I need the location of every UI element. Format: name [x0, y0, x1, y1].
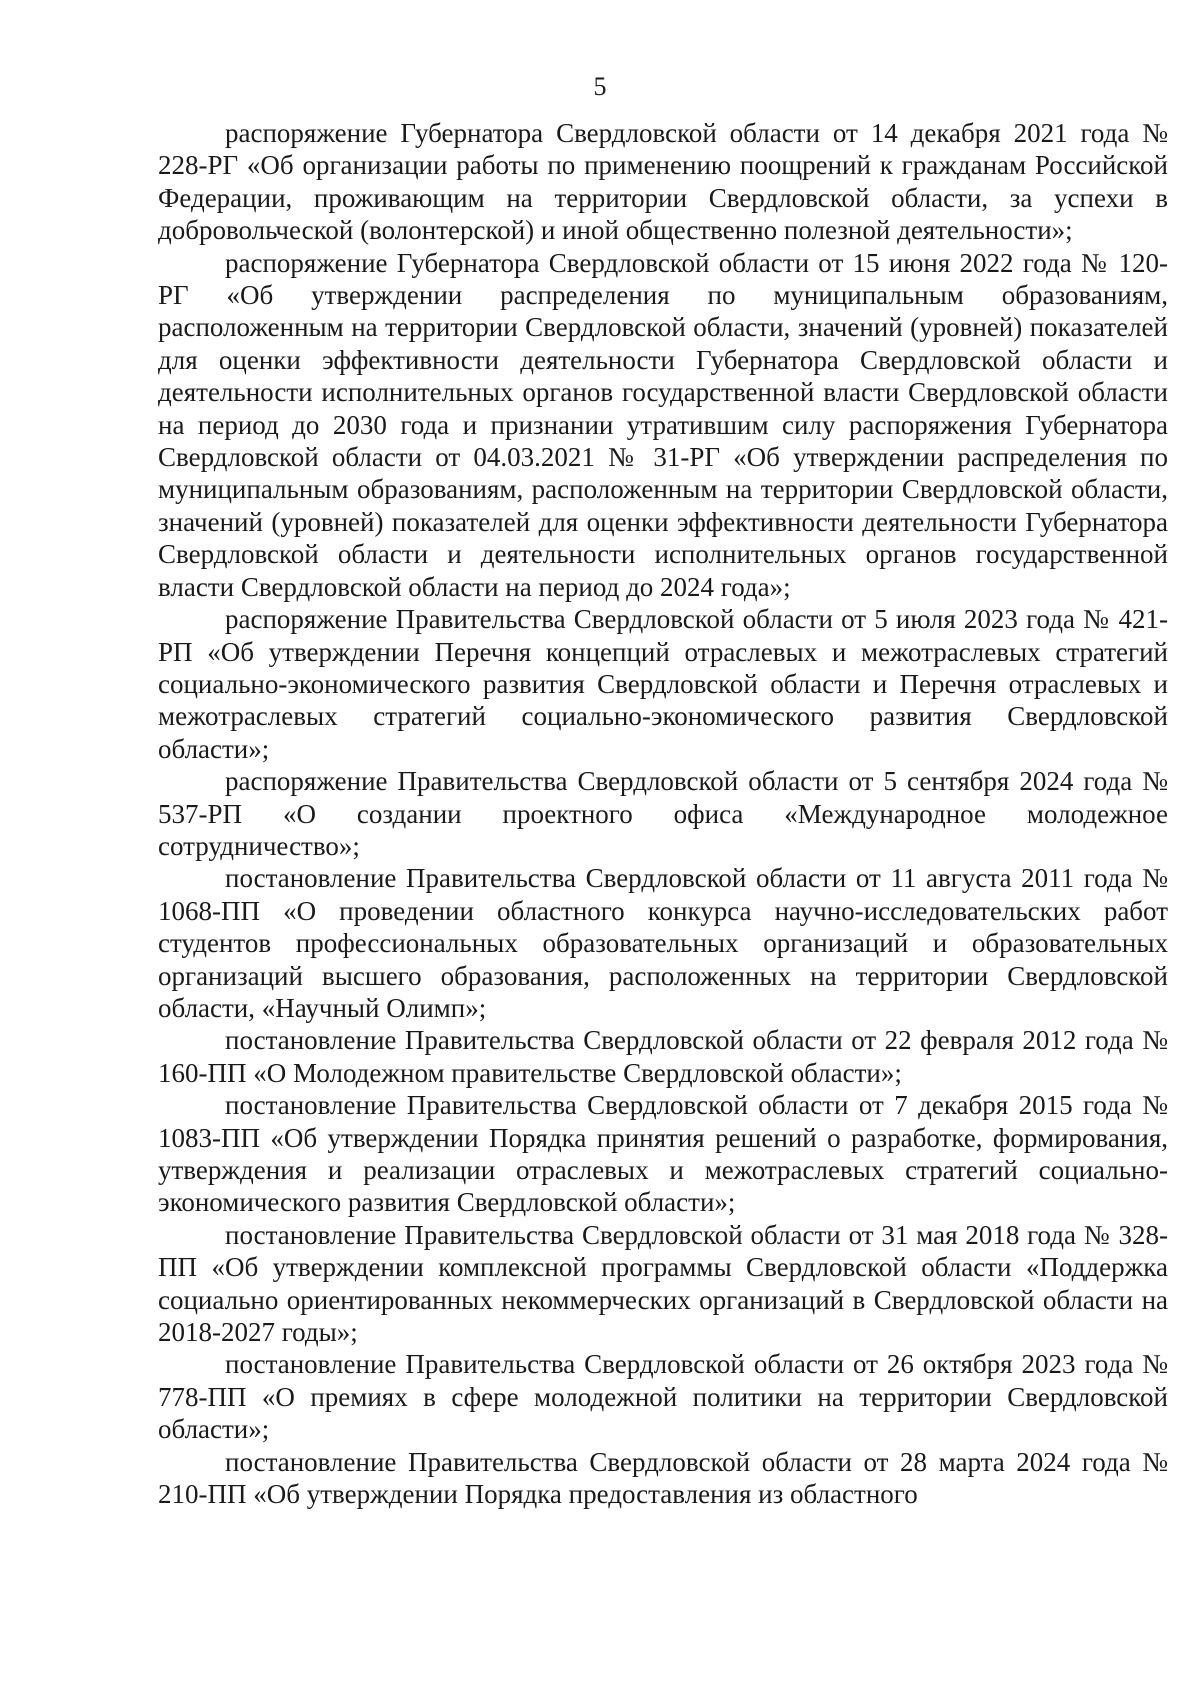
list-item: постановление Правительства Свердловской области от 11 августа 2011 года № 1068-ПП «О проведении областного конкурса научно-исследовательских работ студентов профессиональных образовательных организаций и образовательных организаций высшего образования, расположенных на территории Свердловской области, «Научный Олимп»;: [158, 863, 1168, 1023]
page-number: 5: [593, 72, 607, 101]
list-item: распоряжение Правительства Свердловской области от 5 июля 2023 года № 421-РП «Об утверждении Перечня концепций отраслевых и межотраслевых стратегий социально-экономического развития Свердловской области и Перечня отраслевых и межотраслевых стратегий социально-экономического развития Свердловской области»;: [158, 604, 1168, 764]
list-item: постановление Правительства Свердловской области от 26 октября 2023 года № 778-ПП «О премиях в сфере молодежной политики на территории Свердловской области»;: [158, 1349, 1168, 1445]
list-item: распоряжение Губернатора Свердловской области от 14 декабря 2021 года № 228-РГ «Об организации работы по применению поощрений к гражданам Российской Федерации, проживающим на территории Свердловской области, за успехи в добровольческой (волонтерской) и иной общественно полезной деятельности»;: [158, 118, 1168, 246]
list-item: постановление Правительства Свердловской области от 7 декабря 2015 года № 1083-ПП «Об утверждении Порядка принятия решений о разработке, формирования, утверждения и реализации отраслевых и межотраслевых стратегий социально-экономического развития Свердловской области»;: [158, 1090, 1168, 1218]
list-item: распоряжение Правительства Свердловской области от 5 сентября 2024 года № 537-РП «О создании проектного офиса «Международное молодежное сотрудничество»;: [158, 766, 1168, 861]
list-item: распоряжение Губернатора Свердловской области от 15 июня 2022 года № 120-РГ «Об утверждении распределения по муниципальным образованиям, расположенным на территории Свердловской области, значений (уровней) показателей для оценки эффективности деятельности Губернатора Свердловской области и деятельности исполнительных органов государственной власти Свердловской области на период до 2030 года и признании утратившим силу распоряжения Губернатора Свердловской области от 04.03.2021 № 31-РГ «Об утверждении распределения по муниципальным образованиям, расположенным на территории Свердловской области, значений (уровней) показателей для оценки эффективности деятельности Губернатора Свердловской области и деятельности исполнительных органов государственной власти Свердловской области на период до 2024 года»;: [158, 247, 1168, 602]
list-item: постановление Правительства Свердловской области от 28 марта 2024 года № 210-ПП «Об утверждении Порядка предоставления из областного: [158, 1446, 1168, 1510]
list-item: постановление Правительства Свердловской области от 22 февраля 2012 года № 160-ПП «О Молодежном правительстве Свердловской области»;: [158, 1025, 1168, 1088]
document-body: [158, 117, 1168, 1510]
list-item: постановление Правительства Свердловской области от 31 мая 2018 года № 328-ПП «Об утверждении комплексной программы Свердловской области «Поддержка социально ориентированных некоммерческих организаций в Свердловской области на 2018-2027 годы»;: [158, 1219, 1168, 1348]
